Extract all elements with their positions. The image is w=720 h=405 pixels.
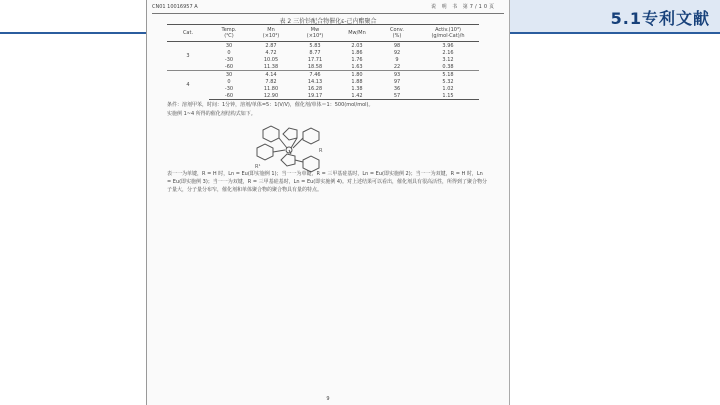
header-line: Conv.	[390, 27, 404, 33]
table-cell-cat: 3	[167, 42, 209, 71]
header-cell	[249, 25, 293, 42]
table-row	[167, 71, 479, 79]
structure-label-right: R	[319, 148, 323, 154]
table-row	[167, 42, 479, 50]
table-cell: 30	[209, 71, 249, 79]
table-cell: 4.14	[249, 71, 293, 79]
pentagon-ring-top	[283, 128, 297, 140]
header-unit: (×10⁴)	[262, 33, 280, 39]
data-table	[167, 24, 479, 100]
header-section-label: 说 明 书 第7/10页	[431, 4, 496, 10]
header-line: Mw/Mn	[348, 30, 366, 36]
benzene-ring-left	[257, 144, 273, 160]
header-unit: (g/mol·Cat)/h	[431, 33, 465, 39]
table-cell: 10.05	[263, 56, 279, 63]
header-cell	[293, 25, 337, 42]
header-line: Activ.(10³)	[435, 27, 461, 33]
table-cell: 11.38	[263, 63, 279, 70]
table-cell: 11.80	[263, 85, 279, 92]
table-cell: 57	[377, 92, 417, 100]
table-cell: 4.72	[265, 49, 277, 56]
table-cell: 22	[393, 63, 401, 70]
header-patent-number: CN01 10016957 A	[152, 4, 198, 10]
table-row	[167, 85, 479, 92]
conditions-note: 条件：溶剂甲苯，时间：1分钟，溶剂/单体=5：1(V/V)，催化剂/单体＝1：500(mol/mol)。	[167, 102, 374, 108]
table-cell: 18.58	[307, 63, 323, 70]
table-cell: 1.76	[351, 56, 363, 63]
slide-title-bar	[506, 0, 720, 32]
table-cell: -60	[224, 63, 234, 70]
table-caption: 表 2 三价钐配合物催化ε-己内酯聚合	[279, 18, 377, 25]
header-cell	[337, 25, 377, 42]
table-row	[167, 63, 479, 71]
table-cell: 2.16	[442, 49, 454, 56]
table-cell: 7.82	[265, 78, 277, 85]
ring-right-top	[303, 128, 319, 144]
table-cell: 16.28	[307, 85, 323, 92]
scanned-patent-page	[146, 0, 510, 405]
table-cell: 5.32	[442, 78, 454, 85]
table-cell: 1.88	[351, 78, 363, 85]
table-cell: 92	[393, 49, 401, 56]
table-cell: 93	[377, 71, 417, 79]
table-row	[167, 49, 479, 56]
table-cell: 1.38	[351, 85, 363, 92]
table-cell: 0.38	[442, 63, 454, 70]
table-cell: -30	[224, 85, 234, 92]
header-line: Cat.	[182, 30, 194, 36]
table-cell: 14.13	[307, 78, 323, 85]
results-paragraph: 表一一为单键，R = H 时，Ln = Eu(即实施例 1)；当一一为单键，R = 三甲基硅基时，Ln = Eu(即实施例 2)；当一一为双键，R = H 时，Ln = Eu(即实施例 3)；当一一为双键，R = 三甲基硅基时，Ln = Eu(即实施例 4)。对上述结果可以看出，催化剂具有很高活性，所得到了聚合物分子量大，分子量分布窄，催化剂和单体聚合物的聚合物具有量的特点。	[167, 171, 487, 193]
structure-caption: 实施例 1~4 所得的催化剂结构式如下。	[167, 111, 256, 117]
table-cell: 8.77	[309, 49, 321, 56]
table-cell-cat: 4	[167, 71, 209, 100]
table-cell: 1.02	[442, 85, 454, 92]
table-cell: 17.71	[307, 56, 323, 63]
table-cell: 1.63	[351, 63, 363, 70]
table-header-row	[167, 25, 479, 42]
table-cell: 98	[377, 42, 417, 50]
table-cell: 5.18	[417, 71, 479, 79]
table-cell: -30	[224, 56, 234, 63]
table-row	[167, 78, 479, 85]
header-line: Mw	[310, 27, 320, 33]
table-cell: -60	[209, 92, 249, 100]
header-unit: (×10⁴)	[306, 33, 324, 39]
slide-title: 5.1专利文献	[610, 9, 710, 28]
structure-label-left: R¹	[255, 164, 261, 170]
benzene-ring-top	[263, 126, 279, 142]
pentagon-ring-bottom	[281, 154, 295, 166]
table-row	[167, 56, 479, 63]
table-cell: 1.80	[337, 71, 377, 79]
table-body	[167, 42, 479, 100]
header-cell	[167, 25, 209, 42]
table-cell: 19.17	[293, 92, 337, 100]
page-header	[152, 3, 504, 14]
table-cell: 1.42	[337, 92, 377, 100]
table-cell: 3.12	[442, 56, 454, 63]
header-unit: (%)	[392, 33, 402, 39]
table-cell: 97	[393, 78, 401, 85]
table-cell: 5.83	[293, 42, 337, 50]
table-cell: 0	[227, 49, 231, 56]
header-line: Mn	[267, 27, 275, 33]
table-cell: 2.87	[249, 42, 293, 50]
header-cell	[417, 25, 479, 42]
table-cell: 1.15	[417, 92, 479, 100]
table-cell: 9	[395, 56, 399, 63]
table-cell: 2.03	[337, 42, 377, 50]
header-cell	[209, 25, 249, 42]
table-cell: 12.90	[249, 92, 293, 100]
table-row	[167, 92, 479, 100]
table-cell: 7.46	[293, 71, 337, 79]
table-cell: 36	[393, 85, 401, 92]
table-cell: 0	[227, 78, 231, 85]
table-cell: 30	[209, 42, 249, 50]
table-cell: 3.96	[417, 42, 479, 50]
header-unit: (℃)	[224, 33, 234, 39]
page-number: 9	[326, 396, 330, 402]
table-cell: 1.86	[351, 49, 363, 56]
header-cell	[377, 25, 417, 42]
header-line: Temp.	[221, 27, 237, 33]
